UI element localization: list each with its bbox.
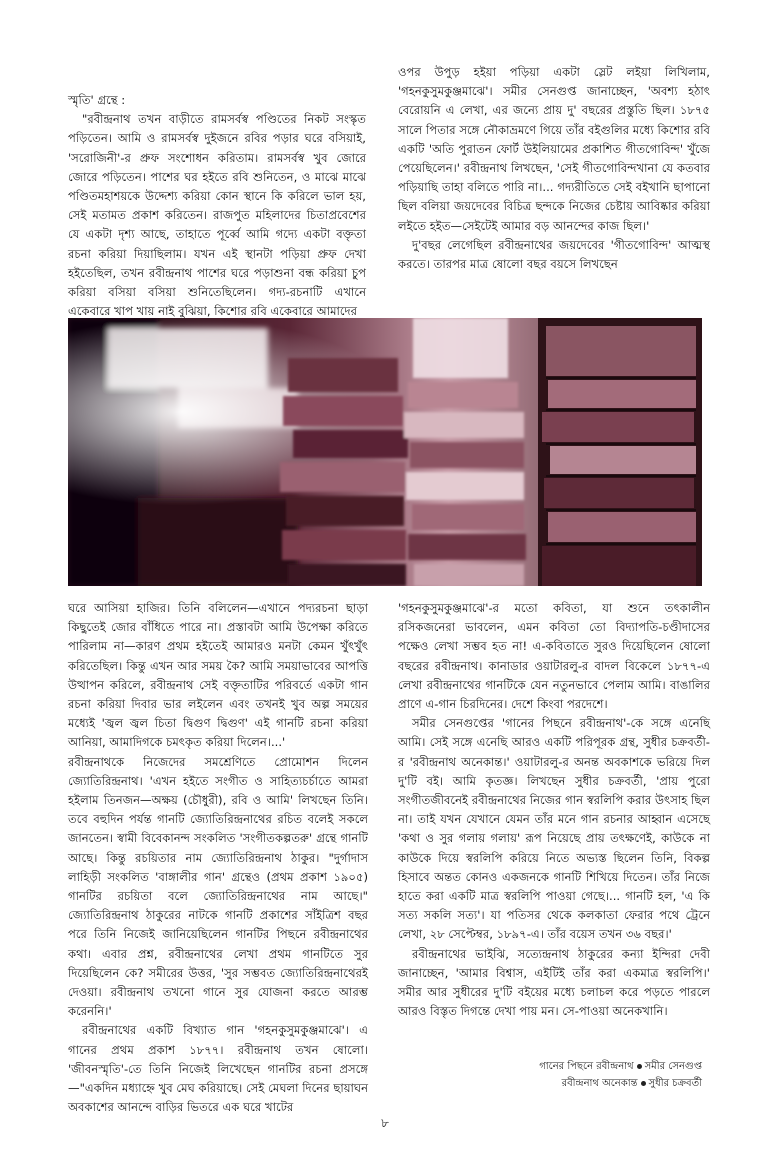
column-top-left — [68, 91, 366, 321]
bullet-icon — [641, 1081, 646, 1086]
page-number: ৮ — [381, 1116, 389, 1130]
book-credits — [402, 1058, 702, 1092]
bullet-icon — [637, 1064, 642, 1069]
paragraph: রবীন্দ্রনাথকে নিজেদের সমশ্রেণিতে প্রোমোশন দিলেন জ্যোতিরিন্দ্রনাথ। 'এখন হইতে সংগীত ও সাহিত্যচর্চাতে আমরা হইলাম তিনজন—অক্ষয় (চৌধুরী), রবি ও আমি' লিখছেন তিনি। তবে বহুদিন পর্যন্ত গানটি জ্যোতিরিন্দ্রনাথের রচিত বলেই সকলে জানতেন। স্বামী বিবেকানন্দ সংকলিত 'সংগীতকল্পতরু' গ্রন্থে গানটি আছে। কিন্তু রচয়িতার নাম জ্যোতিরিন্দ্রনাথ ঠাকুর। "দুর্গাদাস লাহিড়ী সংকলিত 'বাঙ্গালীর গান' গ্রন্থেও (প্রথম প্রকাশ ১৯০৫) গানটির রচয়িতা বলে জ্যোতিরিন্দ্রনাথের নাম আছে।" জ্যোতিরিন্দ্রনাথ ঠাকুরের নাটকে গানটি প্রকাশের সাঁইত্রিশ বছর পরে তিনি নিজেই জানিয়েছিলেন গানটির পিছনে রবীন্দ্রনাথের কথা। এবার প্রশ্ন, রবীন্দ্রনাথের লেখা প্রথম গানটিতে সুর দিয়েছিলেন কে? সমীরের উত্তর, 'সুর সম্ভবত জ্যোতিরিন্দ্রনাথেরই দেওয়া। রবীন্দ্রনাথ তখনো গানে সুর যোজনা করতে আরম্ভ করেননি।' — [68, 754, 368, 1019]
paragraph: ঘরে আসিয়া হাজির। তিনি বলিলেন—এখানে পদ্যরচনা ছাড়া কিছুতেই জোর বাঁধিতে পারে না। প্রস্তাবটা আমি উপেক্ষা করিতে পারিলাম না—কারণ প্রথম হইতেই আমারও মনটা কেমন খুঁৎখুঁৎ করিতেছিল। কিন্তু এখন আর সময় কৈ? আমি সময়াভাবের আপত্তি উত্থাপন করিলে, রবীন্দ্রনাথ সেই বক্তৃতাটির পরিবর্তে একটা গান রচনা করিয়া দিবার ভার লইলেন এবং তখনই খুব অল্প সময়ের মধ্যেই 'জ্বল জ্বল চিতা দ্বিগুণ দ্বিগুণ' এই গানটি রচনা করিয়া আনিয়া, আমাদিগকে চমৎকৃত করিয়া দিলেন।...' — [68, 601, 368, 750]
paragraph: রবীন্দ্রনাথের ভাইঝি, সত্যেন্দ্রনাথ ঠাকুরের কন্যা ইন্দিরা দেবী জানাচ্ছেন, 'আমার বিশ্বাস, এইটিই তাঁর করা একমাত্র স্বরলিপি।' সমীর আর সুধীরের দু'টি বইয়ের মধ্যে চলাচল করে পড়তে পারলে আরও বিস্তৃত দিগন্তে দেখা পায় মন। সে-পাওয়া অনেকখানি। — [398, 946, 710, 1019]
lead-line: স্মৃতি' গ্রন্থে : — [68, 93, 126, 107]
credit-author: সুধীর চক্রবর্তী — [648, 1078, 702, 1089]
credit-book-title: রবীন্দ্রনাথ অনেকান্ত — [561, 1078, 638, 1089]
column-bottom-right — [398, 599, 710, 1021]
column-bottom-left — [68, 599, 368, 1117]
credit-book-title: গানের পিছনে রবীন্দ্রনাথ — [539, 1061, 634, 1072]
paragraph: রবীন্দ্রনাথের একটি বিখ্যাত গান 'গহনকুসুমকুঞ্জমাঝে'। এ গানের প্রথম প্রকাশ ১৮৭৭। রবীন্দ্রনাথ তখন ষোলো। 'জীবনস্মৃতি'-তে তিনি নিজেই লিখেছেন গানটির রচনা প্রসঙ্গে—"একদিন মধ্যাহ্নে খুব মেঘ করিয়াছে। সেই মেঘলা দিনের ছায়াঘন অবকাশের আনন্দে বাড়ির ভিতরে এক ঘরে খাটের — [68, 1023, 368, 1115]
paragraph: "রবীন্দ্রনাথ তখন বাড়ীতে রামসর্বস্ব পণ্ডিতের নিকট সংস্কৃত পড়িতেন। আমি ও রামসর্বস্ব দুইজনে রবির পড়ার ঘরে বসিয়াই, 'সরোজিনী'-র প্রুফ সংশোধন করিতাম। রামসর্বস্ব খুব জোরে জোরে পড়িতেন। পাশের ঘর হইতে রবি শুনিতেন, ও মাঝে মাঝে পণ্ডিতমহাশয়কে উদ্দেশ্য করিয়া কোন স্থানে কি করিলে ভাল হয়, সেই মতামত প্রকাশ করিতেন। রাজপুত মহিলাদের চিতাপ্রবেশের যে একটা দৃশ্য আছে, তাহাতে পূর্ব্বে আমি গদ্যে একটা বক্তৃতা রচনা করিয়া দিয়াছিলাম। যখন এই স্থানটা পড়িয়া প্রুফ দেখা হইতেছিল, তখন রবীন্দ্রনাথ পাশের ঘরে পড়াশুনা বন্ধ করিয়া চুপ করিয়া বসিয়া বসিয়া শুনিতেছিলেন। গদ্য-রচনাটি এখানে একেবারে খাপ খায় নাই বুঝিয়া, কিশোর রবি একেবারে আমাদের — [68, 112, 366, 319]
paragraph: 'গহনকুসুমকুঞ্জমাঝে'-র মতো কবিতা, যা শুনে তৎকালীন রসিকজনেরা ভাবলেন, এমন কবিতা তো বিদ্যাপতি-চণ্ডীদাসের পক্ষেও লেখা সম্ভব হত না! এ-কবিতাতে সুরও দিয়েছিলেন ষোলো বছরের রবীন্দ্রনাথ। কানাডার ওয়াটারলু-র বাদল বিকেলে ১৮৭৭-এ লেখা রবীন্দ্রনাথের গানটিকে যেন নতুনভাবে পেলাম আমি। বাঙালির প্রাণে এ-গান চিরদিনের। দেশে কিংবা পরদেশে। — [398, 601, 710, 712]
credit-line — [402, 1075, 702, 1092]
credit-author: সমীর সেনগুপ্ত — [644, 1061, 702, 1072]
books-photo — [68, 318, 702, 586]
paragraph: দু'বছর লেগেছিল রবীন্দ্রনাথের জয়দেবের 'গীতগোবিন্দ' আত্মস্থ করতে। তারপর মাত্র ষোলো বছর বয়সে লিখছেন — [398, 237, 710, 272]
paragraph: ওপর উপুড় হইয়া পড়িয়া একটা স্লেট লইয়া লিখিলাম, 'গহনকুসুমকুঞ্জমাঝে'। সমীর সেনগুপ্ত জানাচ্ছেন, 'অবশ্য হঠাৎ বেরোয়নি এ লেখা, এর জন্যে প্রায় দু' বছরের প্রস্তুতি ছিল। ১৮৭৫ সালে পিতার সঙ্গে নৌকাভ্রমণে গিয়ে তাঁর বইগুলির মধ্যে কিশোর রবি একটি 'অতি পুরাতন ফোর্ট উইলিয়ামের প্রকাশিত গীতগোবিন্দ' খুঁজে পেয়েছিলেন।' রবীন্দ্রনাথ লিখছেন, 'সেই গীতগোবিন্দখানা যে কতবার পড়িয়াছি তাহা বলিতে পারি না।... গদ্যরীতিতে সেই বইখানি ছাপানো ছিল বলিয়া জয়দেবের বিচিত্র ছন্দকে নিজের চেষ্টায় আবিষ্কার করিয়া লইতে হইত—সেইটেই আমার বড় আনন্দের কাজ ছিল।' — [398, 65, 710, 233]
paragraph: সমীর সেনগুপ্তের 'গানের পিছনে রবীন্দ্রনাথ'-কে সঙ্গে এনেছি আমি। সেই সঙ্গে এনেছি আরও একটি পরিপূরক গ্রন্থ, সুধীর চক্রবর্তী-র 'রবীন্দ্রনাথ অনেকান্ত।' ওয়াটারলু-র অনন্ত অবকাশকে ভরিয়ে দিল দু'টি বই। আমি কৃতজ্ঞ। লিখছেন সুধীর চক্রবর্তী, 'প্রায় পুরো সংগীতজীবনেই রবীন্দ্রনাথের নিজের গান স্বরলিপি করার উৎসাহ ছিল না। তাই যখন যেখানে যেমন তাঁর মনে গান রচনার আহ্বান এসেছে 'কথা ও সুর গলায় গলায়' রূপ নিয়েছে প্রায় তৎক্ষণেই, কাউকে না কাউকে দিয়ে স্বরলিপি করিয়ে নিতে অভ্যস্ত ছিলেন তিনি, বিকল্প হিসাবে অন্তত কোনও একজনকে গানটি শিখিয়ে দিতেন। তাঁর নিজে হাতে করা একটি মাত্র স্বরলিপি পাওয়া গেছে।... গানটি হল, 'এ কি সত্য সকলি সত্য'। যা পতিসর থেকে কলকাতা ফেরার পথে ট্রেনে লেখা, ২৮ সেপ্টেম্বর, ১৮৯৭-এ। তাঁর বয়েস তখন ৩৬ বছর।' — [398, 716, 710, 942]
column-top-right — [398, 63, 710, 274]
stacked-books-image — [68, 318, 702, 586]
credit-line — [402, 1058, 702, 1075]
